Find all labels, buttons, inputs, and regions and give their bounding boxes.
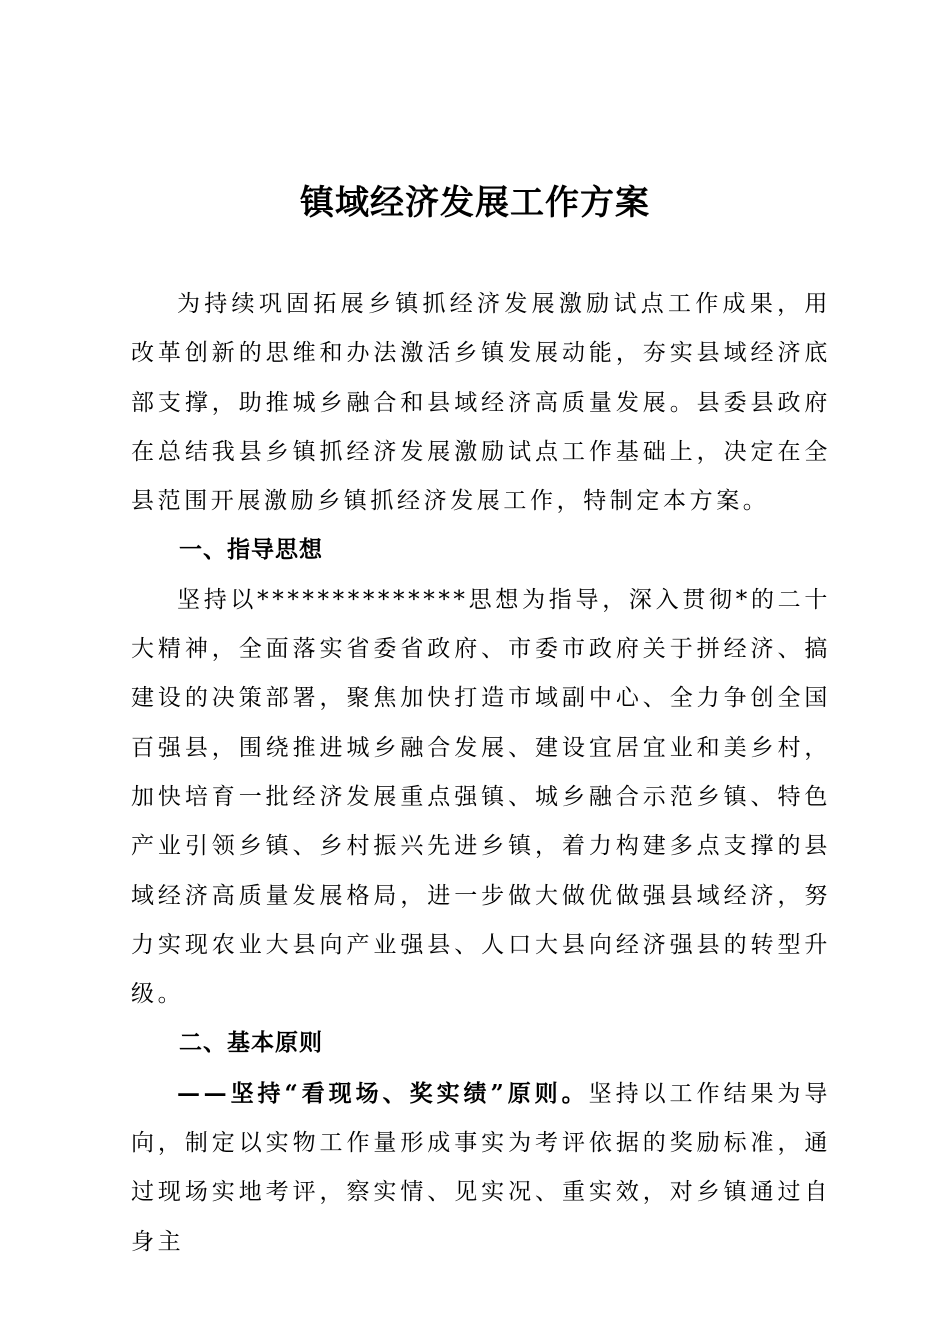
intro-paragraph: 为持续巩固拓展乡镇抓经济发展激励试点工作成果，用改革创新的思维和办法激活乡镇发展动能，夯实县域经济底部支撑，助推城乡融合和县域经济高质量发展。县委县政府在总结我县乡镇抓经济发展激励试点工作基础上，决定在全县范围开展激励乡镇抓经济发展工作，特制定本方案。 [131,291,831,515]
section-heading-guiding-ideology: 一、指导思想 [179,537,323,564]
section-heading-basic-principles: 二、基本原则 [179,1030,323,1057]
document-title: 镇域经济发展工作方案 [300,183,650,223]
document-body [131,280,831,1267]
principle-lead: ——坚持“看现场、奖实绩”原则。 [177,1079,589,1107]
principle-paragraph [131,1069,831,1267]
principle-text: 坚持以工作结果为导向，制定以实物工作量形成事实为考评依据的奖励标准，通过现场实地考评，察实情、见实况、重实效，对乡镇通过自身主 [131,1080,831,1255]
guiding-ideology-paragraph: 坚持以**************思想为指导，深入贯彻*的二十大精神，全面落实省委省政府、市委市政府关于拼经济、搞建设的决策部署，聚焦加快打造市域副中心、全力争创全国百强县，围绕推进城乡融合发展、建设宜居宜业和美乡村，加快培育一批经济发展重点强镇、城乡融合示范乡镇、特色产业引领乡镇、乡村振兴先进乡镇，着力构建多点支撑的县域经济高质量发展格局，进一步做大做优做强县域经济，努力实现农业大县向产业强县、人口大县向经济强县的转型升级。 [131,586,831,1008]
